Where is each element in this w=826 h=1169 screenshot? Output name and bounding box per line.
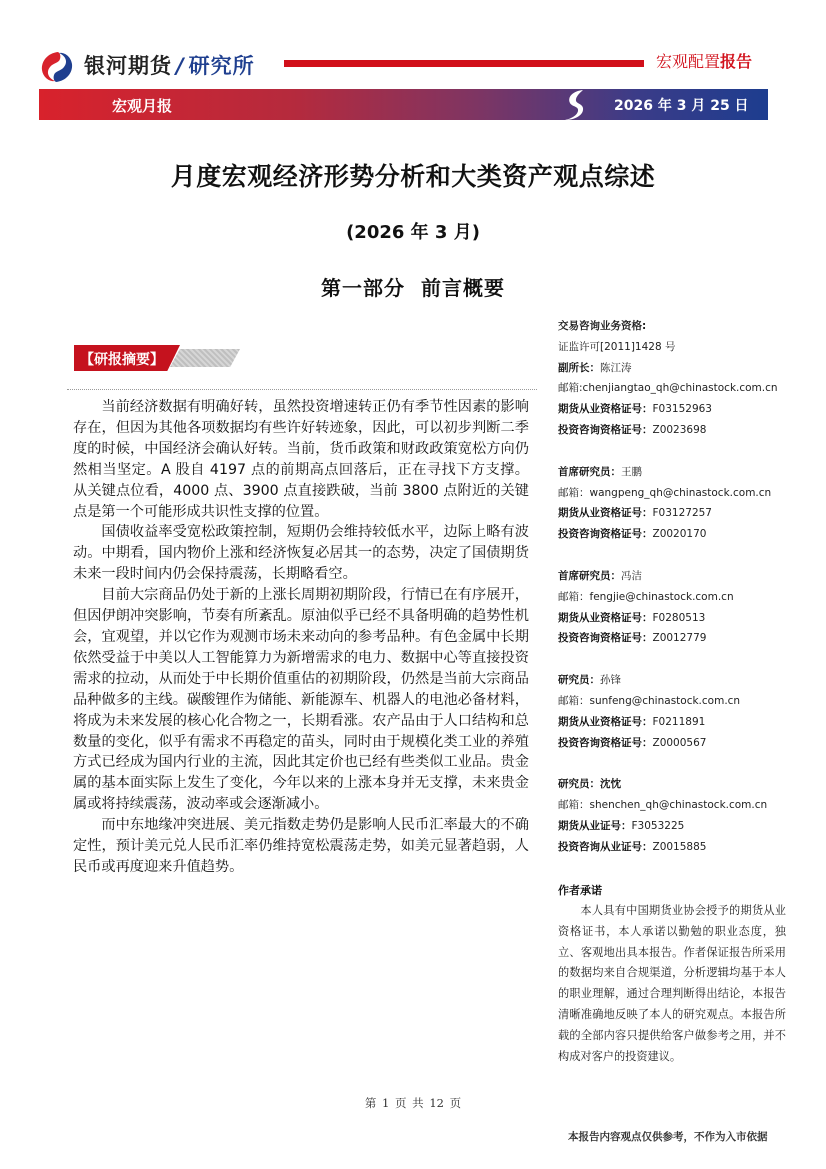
footer-disclaimer: 本报告内容观点仅供参考，不作为入市依据 (568, 1131, 768, 1143)
report-type-bold: 报告 (720, 52, 753, 71)
analyst-role: 研究员： (558, 674, 600, 687)
analyst-card (558, 358, 798, 441)
abstract-tag-grey-stripe (170, 349, 240, 367)
part-title: 第一部分 前言概要 (321, 276, 505, 300)
brand-separator: / (176, 54, 185, 78)
analyst-role: 首席研究员： (558, 465, 621, 478)
futures-license-id: F03127257 (652, 507, 712, 520)
banner-s-swoosh-icon (561, 88, 591, 122)
futures-license-label: 期货从业资格证号： (558, 715, 653, 728)
abstract-divider (67, 389, 537, 390)
analyst-card (558, 566, 798, 649)
futures-license-label: 期货从业资格证号： (558, 611, 653, 624)
author-pledge-heading: 作者承诺 (558, 884, 602, 897)
paragraph-fx: 而中东地缘冲突进展、美元指数走势仍是影响人民币汇率最大的不确定性，预计美元兑人民币汇率仍维持宽松震荡走势，如美元显著趋弱，人民币或再度迎来升值趋势。 (73, 817, 529, 875)
document-title: 月度宏观经济形势分析和大类资产观点综述 (170, 162, 656, 191)
invest-license-label: 投资咨询资格证号： (558, 528, 653, 541)
abstract-tag (74, 345, 234, 371)
invest-license-id: Z0015885 (652, 840, 707, 853)
analyst-card (558, 670, 798, 753)
brand-institute: 研究所 (188, 54, 255, 78)
abstract-tag-label: 【研报摘要】 (80, 352, 164, 368)
report-type (656, 49, 752, 72)
galaxy-futures-logo-icon (38, 50, 76, 84)
analyst-role: 副所长： (558, 361, 600, 374)
author-pledge (558, 901, 786, 1067)
invest-license-id: Z0000567 (652, 736, 707, 749)
invest-license-id: Z0023698 (652, 423, 707, 436)
qualification-heading: 交易咨询业务资格: (558, 320, 647, 332)
futures-license-id: F03152963 (652, 403, 712, 416)
analyst-sidebar (558, 316, 798, 879)
futures-license-id: F0280513 (652, 611, 706, 624)
email-label: 邮箱： (558, 694, 590, 707)
invest-license-label: 投资咨询从业证号： (558, 840, 653, 853)
analyst-card (558, 774, 798, 857)
page-indicator: 第 1 页 共 12 页 (364, 1096, 462, 1110)
futures-license-label: 期货从业资格证号： (558, 403, 653, 416)
brand-company: 银河期货 (84, 54, 172, 78)
invest-license-id: Z0020170 (652, 528, 707, 541)
brand-name (84, 50, 255, 80)
email-label: 邮箱： (558, 590, 590, 603)
analyst-email[interactable]: chenjiangtao_qh@chinastock.com.cn (582, 382, 778, 395)
abstract-body (73, 397, 529, 878)
analyst-name: 王鹏 (621, 465, 642, 478)
document-subtitle: (2026 年 3 月) (346, 222, 480, 243)
invest-license-label: 投资咨询资格证号： (558, 632, 653, 645)
invest-license-label: 投资咨询资格证号： (558, 423, 653, 436)
analyst-name: 孙锋 (600, 674, 621, 687)
banner-label: 宏观月报 (112, 97, 173, 115)
analyst-name: 沈忱 (600, 778, 621, 791)
futures-license-label: 期货从业证号： (558, 819, 632, 832)
header-red-rule (284, 60, 644, 67)
paragraph-economy: 当前经济数据有明确好转，虽然投资增速转正仍有季节性因素的影响存在，但因为其他各项数据均有些许好转迹象，因此，可以初步判断二季度的时候，中国经济会确认好转。当前，货币政策和财政政策宽松方向仍然相当坚定。A 股自 4197 点的前期高点回落后，正在寻找下方支撑。从关键点位看，4000 点、3900 点直接跌破，当前 3800 点附近的关键点是第一个可能形成共识性支撑的位置。 (73, 399, 529, 520)
invest-license-label: 投资咨询资格证号： (558, 736, 653, 749)
analyst-email[interactable]: wangpeng_qh@chinastock.com.cn (589, 486, 772, 499)
paragraph-commodities: 目前大宗商品仍处于新的上涨长周期初期阶段，行情已在有序展开，但因伊朗冲突影响，节奏有所紊乱。原油似乎已经不具备明确的趋势性机会，宜观望，并以它作为观测市场未来动向的参考品种。有色金属中长期依然受益于中美以人工智能算力为新增需求的电力、数据中心等直接投资需求的拉动，从而处于中长期价值重估的初期阶段，仍然是当前大宗商品品种做多的主线。碳酸锂作为储能、新能源车、机器人的电池必备材料，将成为未来发展的核心化合物之一，长期看涨。农产品由于人口结构和总数量的变化，似乎有需求不再稳定的苗头，同时由于规模化类工业的养殖方式已经成为国内行业的主流，因此其定价也已经有些类似工业品。贵金属的基本面实际上发生了变化，今年以来的上涨本身并无支撑，未来贵金属或将持续震荡，波动率或会逐渐减小。 (73, 587, 529, 813)
author-pledge-text: 本人具有中国期货业协会授予的期货从业资格证书，本人承诺以勤勉的职业态度，独立、客观地出具本报告。作者保证报告所采用的数据均来自合规渠道，分析逻辑均基于本人的职业理解，通过合理判断得出结论，本报告清晰准确地反映了本人的研究观点。本报告所载的全部内容只提供给客户做参考之用，并不构成对客户的投资建议。 (558, 904, 786, 1063)
futures-license-label: 期货从业资格证号： (558, 507, 653, 520)
report-type-regular: 宏观配置 (656, 52, 721, 71)
analyst-email[interactable]: fengjie@chinastock.com.cn (589, 590, 734, 603)
analyst-name: 冯洁 (621, 569, 642, 582)
futures-license-id: F0211891 (652, 715, 706, 728)
analyst-card (558, 462, 798, 545)
qualification-license: 证监许可[2011]1428 号 (558, 340, 676, 353)
analyst-email[interactable]: shenchen_qh@chinastock.com.cn (589, 799, 768, 812)
paragraph-bonds: 国债收益率受宽松政策控制，短期仍会维持较低水平，边际上略有波动。中期看，国内物价上涨和经济恢复必居其一的态势，决定了国债期货未来一段时间内仍会保持震荡，长期略看空。 (73, 524, 529, 583)
analyst-role: 研究员： (558, 778, 600, 791)
futures-license-id: F3053225 (631, 819, 685, 832)
report-date: 2026 年 3 月 25 日 (614, 98, 749, 114)
analyst-role: 首席研究员： (558, 569, 621, 582)
invest-license-id: Z0012779 (652, 632, 707, 645)
email-label: 邮箱： (558, 486, 590, 499)
analyst-name: 陈江涛 (600, 361, 632, 374)
analyst-email[interactable]: sunfeng@chinastock.com.cn (589, 694, 741, 707)
email-label: 邮箱: (558, 382, 583, 395)
email-label: 邮箱： (558, 799, 590, 812)
